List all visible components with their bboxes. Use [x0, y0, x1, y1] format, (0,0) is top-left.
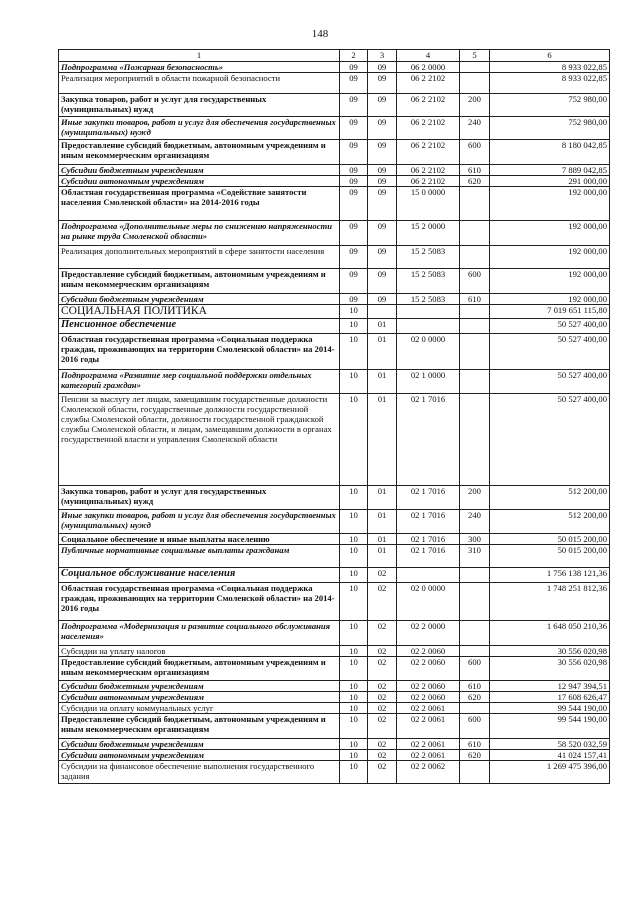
row-target-code: 02 2 0062 [397, 761, 460, 784]
row-subsection-code: 09 [368, 246, 397, 269]
row-section-code: 10 [340, 761, 368, 784]
row-subsection-code: 02 [368, 750, 397, 761]
row-subsection-code: 09 [368, 187, 397, 221]
row-subsection-code: 02 [368, 714, 397, 739]
row-name: Закупка товаров, работ и услуг для государственных (муниципальных) нужд [59, 94, 340, 117]
table-row [59, 94, 610, 117]
row-amount: 1 269 475 396,00 [490, 761, 610, 784]
row-amount: 1 748 251 812,36 [490, 583, 610, 621]
row-target-code: 02 2 0061 [397, 703, 460, 714]
row-name: Подпрограмма «Пожарная безопасность» [59, 62, 340, 73]
row-target-code: 02 0 0000 [397, 334, 460, 370]
row-target-code: 02 1 0000 [397, 370, 460, 394]
row-expense-type-code: 300 [460, 534, 490, 545]
table-row [59, 246, 610, 269]
row-expense-type-code [460, 568, 490, 583]
page-number: 148 [311, 28, 329, 40]
row-target-code: 15 2 5083 [397, 246, 460, 269]
row-section-code: 09 [340, 165, 368, 176]
table-row [59, 294, 610, 305]
table-row [59, 621, 610, 646]
row-subsection-code: 02 [368, 583, 397, 621]
table-row [59, 510, 610, 534]
row-subsection-code: 01 [368, 334, 397, 370]
row-name: Предоставление субсидий бюджетным, автономным учреждениям и иным некоммерческим организациям [59, 140, 340, 165]
row-subsection-code: 09 [368, 94, 397, 117]
budget-table [58, 49, 610, 784]
table-row [59, 140, 610, 165]
table-row [59, 739, 610, 750]
row-subsection-code: 02 [368, 621, 397, 646]
row-section-code: 10 [340, 545, 368, 568]
row-section-code: 10 [340, 646, 368, 657]
row-target-code: 06 2 2102 [397, 94, 460, 117]
row-target-code [397, 305, 460, 319]
table-row [59, 334, 610, 370]
row-section-code: 10 [340, 319, 368, 334]
row-expense-type-code [460, 319, 490, 334]
row-name: Областная государственная программа «Социальная поддержка граждан, проживающих на территории Смоленской области» на 2014-2016 годы [59, 334, 340, 370]
row-amount: 752 980,00 [490, 94, 610, 117]
row-target-code: 15 2 5083 [397, 294, 460, 305]
row-name: Подпрограмма «Дополнительные меры по снижению напряженности на рынке труда Смоленской области» [59, 221, 340, 246]
row-subsection-code: 02 [368, 703, 397, 714]
row-name: Реализация мероприятий в области пожарной безопасности [59, 73, 340, 94]
row-section-code: 10 [340, 486, 368, 510]
row-name: Социальное обеспечение и иные выплаты населению [59, 534, 340, 545]
row-name: Субсидии на уплату налогов [59, 646, 340, 657]
row-subsection-code: 09 [368, 221, 397, 246]
row-target-code: 15 0 0000 [397, 187, 460, 221]
row-expense-type-code: 600 [460, 657, 490, 681]
table-row [59, 534, 610, 545]
table-row [59, 545, 610, 568]
row-section-code: 09 [340, 94, 368, 117]
row-subsection-code: 02 [368, 681, 397, 692]
row-expense-type-code [460, 73, 490, 94]
table-row [59, 646, 610, 657]
row-expense-type-code: 600 [460, 269, 490, 294]
row-amount: 291 000,00 [490, 176, 610, 187]
row-section-code: 10 [340, 657, 368, 681]
row-target-code: 02 1 7016 [397, 534, 460, 545]
row-expense-type-code: 610 [460, 165, 490, 176]
row-section-code: 10 [340, 583, 368, 621]
table-row [59, 692, 610, 703]
row-section-code: 10 [340, 714, 368, 739]
row-target-code: 02 0 0000 [397, 583, 460, 621]
row-expense-type-code: 240 [460, 510, 490, 534]
row-amount: 192 000,00 [490, 246, 610, 269]
row-subsection-code: 01 [368, 545, 397, 568]
row-expense-type-code [460, 187, 490, 221]
table-row [59, 176, 610, 187]
row-expense-type-code: 620 [460, 692, 490, 703]
row-name: Закупка товаров, работ и услуг для государственных (муниципальных) нужд [59, 486, 340, 510]
row-amount: 99 544 190,00 [490, 703, 610, 714]
table-row [59, 117, 610, 140]
row-section-code: 10 [340, 681, 368, 692]
row-subsection-code: 09 [368, 62, 397, 73]
row-section-code: 10 [340, 370, 368, 394]
row-target-code [397, 319, 460, 334]
row-name: Реализация дополнительных мероприятий в сфере занятости населения [59, 246, 340, 269]
row-expense-type-code: 240 [460, 117, 490, 140]
row-expense-type-code [460, 305, 490, 319]
row-section-code: 10 [340, 305, 368, 319]
row-name: Субсидии бюджетным учреждениям [59, 165, 340, 176]
row-amount: 50 527 400,00 [490, 394, 610, 486]
row-amount: 752 980,00 [490, 117, 610, 140]
row-name: Субсидии бюджетным учреждениям [59, 681, 340, 692]
row-section-code: 10 [340, 394, 368, 486]
row-target-code: 02 1 7016 [397, 394, 460, 486]
row-section-code: 10 [340, 703, 368, 714]
row-target-code [397, 568, 460, 583]
row-amount: 512 200,00 [490, 510, 610, 534]
row-subsection-code: 01 [368, 319, 397, 334]
row-target-code: 15 2 0000 [397, 221, 460, 246]
row-name: СОЦИАЛЬНАЯ ПОЛИТИКА [59, 305, 340, 319]
row-name: Субсидии автономным учреждениям [59, 692, 340, 703]
row-target-code: 02 2 0000 [397, 621, 460, 646]
row-section-code: 09 [340, 176, 368, 187]
row-amount: 7 889 042,85 [490, 165, 610, 176]
row-section-code: 09 [340, 73, 368, 94]
row-subsection-code: 01 [368, 394, 397, 486]
row-amount: 192 000,00 [490, 269, 610, 294]
row-expense-type-code [460, 246, 490, 269]
row-expense-type-code: 600 [460, 140, 490, 165]
row-target-code: 06 2 2102 [397, 73, 460, 94]
header-col-vr: 5 [460, 50, 490, 62]
row-expense-type-code [460, 646, 490, 657]
table-row [59, 657, 610, 681]
row-amount: 30 556 020,98 [490, 657, 610, 681]
row-name: Иные закупки товаров, работ и услуг для обеспечения государственных (муниципальных) нужд [59, 117, 340, 140]
table-row [59, 269, 610, 294]
row-section-code: 10 [340, 739, 368, 750]
row-amount: 192 000,00 [490, 187, 610, 221]
header-col-sum: 6 [490, 50, 610, 62]
row-expense-type-code: 610 [460, 681, 490, 692]
row-target-code: 06 2 2102 [397, 117, 460, 140]
table-row [59, 370, 610, 394]
table-row [59, 681, 610, 692]
row-name: Пенсионное обеспечение [59, 319, 340, 334]
table-row [59, 187, 610, 221]
row-subsection-code: 02 [368, 692, 397, 703]
row-expense-type-code: 610 [460, 739, 490, 750]
table-row [59, 761, 610, 784]
row-amount: 192 000,00 [490, 294, 610, 305]
header-col-prz: 3 [368, 50, 397, 62]
header-row [59, 50, 610, 62]
row-section-code: 09 [340, 187, 368, 221]
row-name: Предоставление субсидий бюджетным, автономным учреждениям и иным некоммерческим организациям [59, 269, 340, 294]
row-subsection-code: 09 [368, 117, 397, 140]
table-row [59, 221, 610, 246]
row-section-code: 10 [340, 534, 368, 545]
row-subsection-code: 02 [368, 761, 397, 784]
row-target-code: 02 2 0060 [397, 681, 460, 692]
row-subsection-code: 09 [368, 176, 397, 187]
row-target-code: 06 2 2102 [397, 140, 460, 165]
row-section-code: 09 [340, 140, 368, 165]
row-expense-type-code [460, 62, 490, 73]
row-expense-type-code: 600 [460, 714, 490, 739]
row-target-code: 06 2 2102 [397, 165, 460, 176]
row-section-code: 10 [340, 621, 368, 646]
row-amount: 12 947 394,51 [490, 681, 610, 692]
row-subsection-code: 02 [368, 646, 397, 657]
row-target-code: 06 2 0000 [397, 62, 460, 73]
row-section-code: 10 [340, 750, 368, 761]
row-name: Социальное обслуживание населения [59, 568, 340, 583]
row-subsection-code: 09 [368, 294, 397, 305]
row-expense-type-code [460, 334, 490, 370]
table-row [59, 486, 610, 510]
row-expense-type-code [460, 703, 490, 714]
row-expense-type-code: 620 [460, 176, 490, 187]
row-section-code: 09 [340, 62, 368, 73]
row-section-code: 09 [340, 117, 368, 140]
table-row [59, 73, 610, 94]
row-target-code: 02 2 0060 [397, 646, 460, 657]
row-name: Иные закупки товаров, работ и услуг для обеспечения государственных (муниципальных) нужд [59, 510, 340, 534]
row-subsection-code: 09 [368, 73, 397, 94]
row-amount: 8 933 022,85 [490, 73, 610, 94]
row-subsection-code: 02 [368, 568, 397, 583]
row-section-code: 09 [340, 269, 368, 294]
row-name: Подпрограмма «Развитие мер социальной поддержки отдельных категорий граждан» [59, 370, 340, 394]
row-expense-type-code: 620 [460, 750, 490, 761]
row-name: Субсидии автономным учреждениям [59, 750, 340, 761]
row-amount: 50 527 400,00 [490, 319, 610, 334]
row-amount: 50 527 400,00 [490, 370, 610, 394]
row-target-code: 02 1 7016 [397, 545, 460, 568]
row-subsection-code: 09 [368, 165, 397, 176]
row-expense-type-code [460, 583, 490, 621]
row-subsection-code: 09 [368, 269, 397, 294]
row-name: Субсидии бюджетным учреждениям [59, 739, 340, 750]
header-col-name: 1 [59, 50, 340, 62]
row-subsection-code [368, 305, 397, 319]
row-expense-type-code: 200 [460, 94, 490, 117]
row-expense-type-code [460, 761, 490, 784]
table-row [59, 568, 610, 583]
table-row [59, 750, 610, 761]
row-target-code: 06 2 2102 [397, 176, 460, 187]
row-expense-type-code [460, 394, 490, 486]
row-amount: 8 180 042,85 [490, 140, 610, 165]
row-name: Предоставление субсидий бюджетным, автономным учреждениям и иным некоммерческим организациям [59, 714, 340, 739]
table-row [59, 583, 610, 621]
table-row [59, 703, 610, 714]
row-section-code: 10 [340, 334, 368, 370]
row-name: Предоставление субсидий бюджетным, автономным учреждениям и иным некоммерческим организациям [59, 657, 340, 681]
row-target-code: 02 2 0061 [397, 739, 460, 750]
row-expense-type-code [460, 221, 490, 246]
row-subsection-code: 01 [368, 510, 397, 534]
row-target-code: 02 2 0060 [397, 692, 460, 703]
row-name: Областная государственная программа «Социальная поддержка граждан, проживающих на территории Смоленской области» на 2014-2016 годы [59, 583, 340, 621]
row-amount: 7 019 651 115,80 [490, 305, 610, 319]
table-row [59, 714, 610, 739]
row-name: Субсидии автономным учреждениям [59, 176, 340, 187]
row-section-code: 10 [340, 510, 368, 534]
row-amount: 1 756 138 121,36 [490, 568, 610, 583]
row-target-code: 02 1 7016 [397, 510, 460, 534]
row-amount: 41 024 157,41 [490, 750, 610, 761]
row-target-code: 02 1 7016 [397, 486, 460, 510]
row-amount: 30 556 020,98 [490, 646, 610, 657]
row-amount: 512 200,00 [490, 486, 610, 510]
table-row [59, 319, 610, 334]
row-name: Субсидии бюджетным учреждениям [59, 294, 340, 305]
row-section-code: 10 [340, 568, 368, 583]
row-amount: 1 648 050 210,36 [490, 621, 610, 646]
table-row [59, 305, 610, 319]
row-amount: 8 933 022,85 [490, 62, 610, 73]
table-row [59, 394, 610, 486]
row-expense-type-code [460, 621, 490, 646]
row-name: Подпрограмма «Модернизация и развитие социального обслуживания населения» [59, 621, 340, 646]
row-subsection-code: 01 [368, 486, 397, 510]
row-name: Субсидии на финансовое обеспечение выполнения государственного задания [59, 761, 340, 784]
header-col-rz: 2 [340, 50, 368, 62]
row-name: Пенсии за выслугу лет лицам, замещавшим государственные должности Смоленской области, государственные должности государственной службы Смоленской области, должности государственной гражданской службы Смоленской области, и лицам, замещавшим должности в органах государственной власти и управления Смоленской области [59, 394, 340, 486]
row-target-code: 02 2 0061 [397, 750, 460, 761]
row-expense-type-code: 610 [460, 294, 490, 305]
table-row [59, 165, 610, 176]
row-expense-type-code [460, 370, 490, 394]
row-expense-type-code: 310 [460, 545, 490, 568]
row-section-code: 10 [340, 692, 368, 703]
row-section-code: 09 [340, 221, 368, 246]
row-amount: 17 608 626,47 [490, 692, 610, 703]
row-amount: 50 015 200,00 [490, 545, 610, 568]
row-section-code: 09 [340, 246, 368, 269]
row-subsection-code: 01 [368, 534, 397, 545]
row-subsection-code: 09 [368, 140, 397, 165]
table-row [59, 62, 610, 73]
row-expense-type-code: 200 [460, 486, 490, 510]
row-target-code: 02 2 0060 [397, 657, 460, 681]
row-amount: 99 544 190,00 [490, 714, 610, 739]
header-col-csr: 4 [397, 50, 460, 62]
row-target-code: 15 2 5083 [397, 269, 460, 294]
row-name: Публичные нормативные социальные выплаты гражданам [59, 545, 340, 568]
row-subsection-code: 02 [368, 657, 397, 681]
row-subsection-code: 02 [368, 739, 397, 750]
row-amount: 192 000,00 [490, 221, 610, 246]
row-target-code: 02 2 0061 [397, 714, 460, 739]
row-name: Субсидии на оплату коммунальных услуг [59, 703, 340, 714]
row-amount: 50 015 200,00 [490, 534, 610, 545]
row-section-code: 09 [340, 294, 368, 305]
row-subsection-code: 01 [368, 370, 397, 394]
row-name: Областная государственная программа «Содействие занятости населения Смоленской области» на 2014-2016 годы [59, 187, 340, 221]
row-amount: 50 527 400,00 [490, 334, 610, 370]
row-amount: 58 520 032,59 [490, 739, 610, 750]
